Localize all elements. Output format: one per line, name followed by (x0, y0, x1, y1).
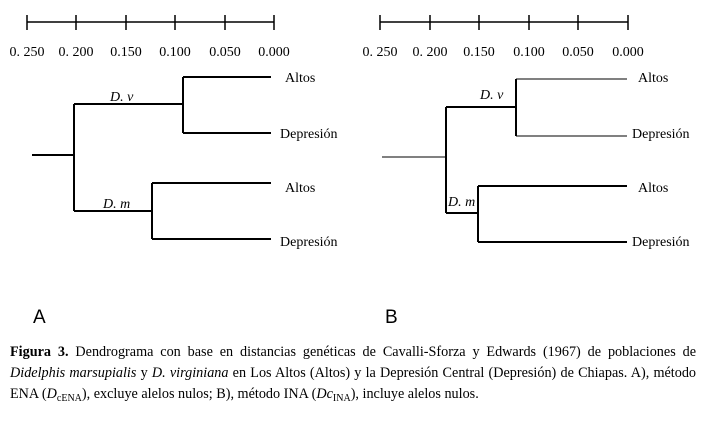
dendrogram-a (10, 15, 338, 328)
species-name: Didelphis marsupialis (10, 365, 137, 381)
scale-tick-label: 0.100 (159, 45, 191, 60)
caption-text: en Los Altos (Altos) y la Depresión Central (Depresión) de Chiapas. A), método ENA ( (10, 365, 697, 402)
scale-tick-label: 0. 250 (362, 45, 398, 60)
scale-tick-label: 0.000 (612, 45, 644, 60)
leaf-label: Depresión (280, 127, 338, 142)
leaf-label: Altos (638, 71, 669, 86)
leaf-label: Altos (638, 181, 669, 196)
node-label-dv: D. v (110, 90, 134, 105)
tree-branches-a (32, 77, 271, 239)
scale-tick-label: 0. 250 (9, 45, 45, 60)
scale-tick-label: 0. 200 (412, 45, 448, 60)
caption-text: ), incluye alelos nulos. (350, 386, 479, 402)
scale-tick-label: 0.150 (110, 45, 142, 60)
scale-tick-label: 0.150 (463, 45, 495, 60)
panel-label-a: A (33, 307, 46, 328)
node-label-dm: D. m (103, 197, 131, 212)
node-label-dv: D. v (480, 88, 504, 103)
scale-tick-label: 0.100 (513, 45, 545, 60)
scale-tick-label: 0.050 (562, 45, 594, 60)
distance-scale-b (380, 15, 628, 30)
method-symbol: Dc (316, 386, 333, 402)
caption-text: ), excluye alelos nulos; B), método INA ( (81, 386, 317, 402)
caption-text: y (136, 365, 152, 381)
species-name: D. virginiana (151, 365, 229, 381)
scale-tick-label: 0.050 (209, 45, 241, 60)
caption-text: Dendrograma con base en distancias genéticas de Cavalli-Sforza y Edwards (1967) de poblaciones de (68, 344, 696, 360)
leaf-label: Altos (285, 181, 316, 196)
dendrogram-b (363, 15, 690, 328)
figure-label: Figura 3. (10, 344, 69, 360)
distance-scale-a (27, 15, 274, 30)
leaf-label: Altos (285, 71, 316, 86)
method-subscript: cENA (56, 393, 82, 404)
leaf-label: Depresión (632, 127, 690, 142)
leaf-label: Depresión (280, 235, 338, 250)
leaf-label: Depresión (632, 235, 690, 250)
scale-tick-label: 0.000 (258, 45, 290, 60)
method-subscript: INA (332, 393, 351, 404)
scale-tick-label: 0. 200 (58, 45, 94, 60)
node-label-dm: D. m (448, 195, 476, 210)
figure-caption (10, 342, 696, 405)
tree-branches-b (382, 79, 627, 242)
method-symbol: D (46, 386, 57, 402)
panel-label-b: B (385, 307, 398, 328)
